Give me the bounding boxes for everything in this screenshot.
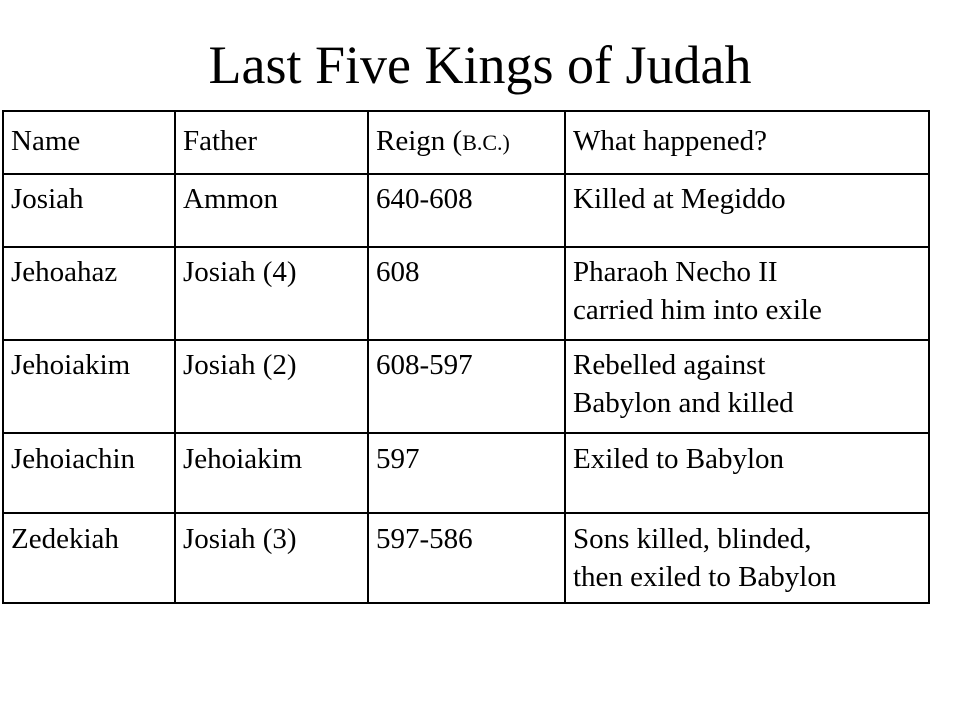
king-father: Josiah (3) [175, 513, 368, 603]
king-event [565, 174, 929, 247]
table-row [3, 247, 929, 340]
king-father: Josiah (2) [175, 340, 368, 433]
king-father: Jehoiakim [175, 433, 368, 513]
king-event-line: carried him into exile [573, 294, 822, 326]
header-reign-unit: B.C.) [462, 130, 510, 155]
king-reign: 597-586 [368, 513, 565, 603]
header-event: What happened? [565, 111, 929, 174]
king-name: Jehoiakim [3, 340, 175, 433]
king-name: Josiah [3, 174, 175, 247]
king-name: Zedekiah [3, 513, 175, 603]
header-father: Father [175, 111, 368, 174]
king-event [565, 433, 929, 513]
king-reign: 597 [368, 433, 565, 513]
header-name: Name [3, 111, 175, 174]
king-event [565, 247, 929, 340]
header-reign [368, 111, 565, 174]
kings-table [2, 110, 930, 604]
table-row [3, 513, 929, 603]
king-event-line: Pharaoh Necho II [573, 256, 778, 288]
king-event [565, 513, 929, 603]
king-event-line: Killed at Megiddo [573, 183, 786, 215]
table-row [3, 174, 929, 247]
king-event-line: Rebelled against [573, 349, 766, 381]
table-header-row [3, 111, 929, 174]
king-father: Ammon [175, 174, 368, 247]
king-event-line: Exiled to Babylon [573, 443, 785, 475]
king-event-line: Babylon and killed [573, 387, 794, 419]
slide-title: Last Five Kings of Judah [208, 35, 752, 95]
king-event-line: then exiled to Babylon [573, 561, 837, 593]
king-father: Josiah (4) [175, 247, 368, 340]
table-row [3, 340, 929, 433]
king-event [565, 340, 929, 433]
king-reign: 608-597 [368, 340, 565, 433]
king-name: Jehoiachin [3, 433, 175, 513]
table-row [3, 433, 929, 513]
king-reign: 640-608 [368, 174, 565, 247]
king-name: Jehoahaz [3, 247, 175, 340]
king-event-line: Sons killed, blinded, [573, 523, 812, 555]
king-reign: 608 [368, 247, 565, 340]
header-reign-label: Reign ( [376, 125, 463, 157]
